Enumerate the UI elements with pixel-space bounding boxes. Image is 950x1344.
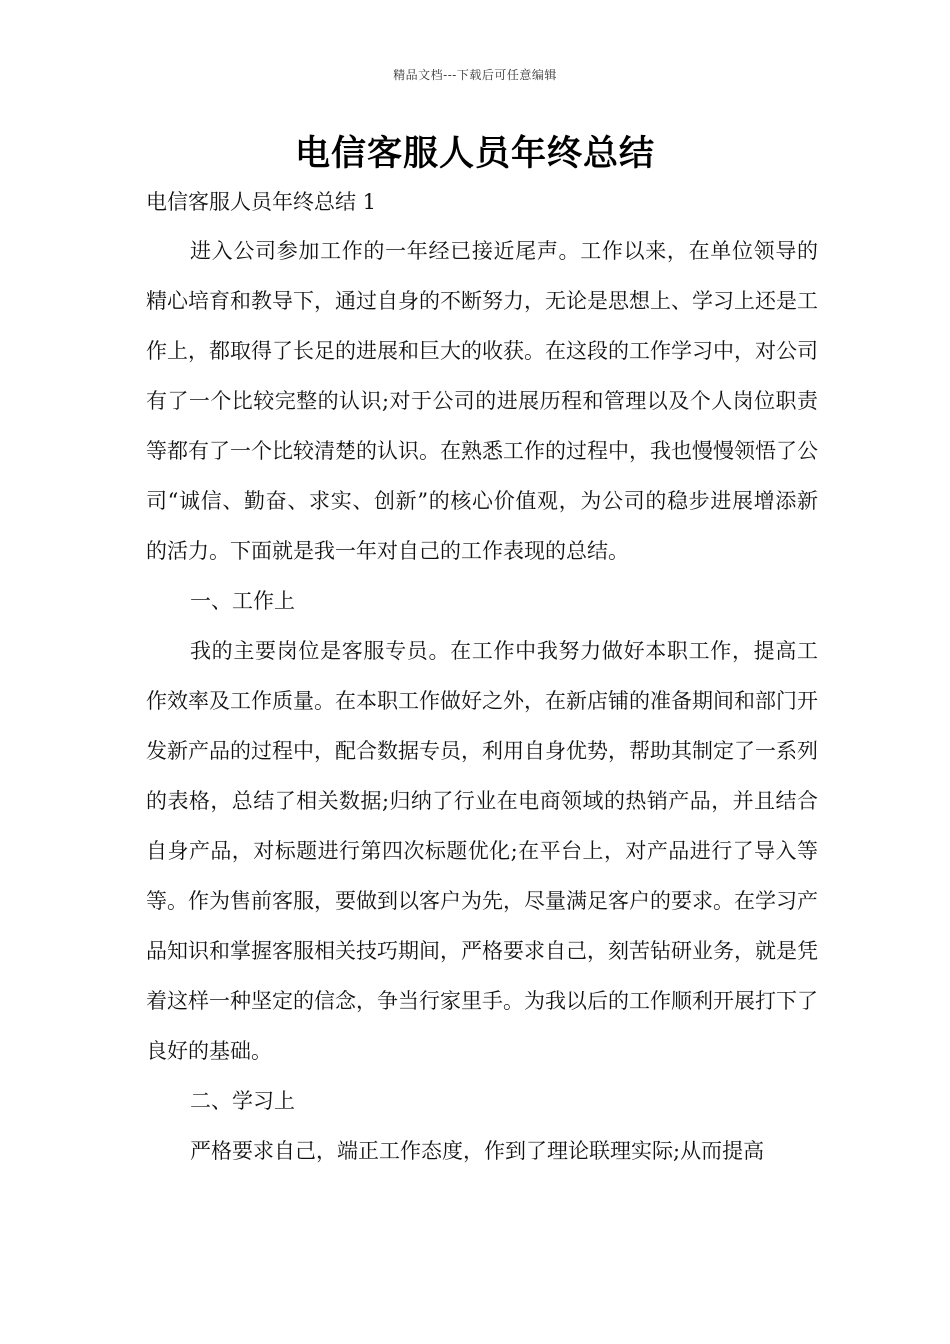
work-paragraph: 我的主要岗位是客服专员。在工作中我努力做好本职工作，提高工作效率及工作质量。在本职工作做好之外，在新店铺的准备期间和部门开发新产品的过程中，配合数据专员，利用自身优势，帮助其制定了一系列的表格，总结了相关数据;归纳了行业在电商领域的热销产品，并且结合自身产品，对标题进行第四次标题优化;在平台上，对产品进行了导入等等。作为售前客服，要做到以客户为先，尽量满足客户的要求。在学习产品知识和掌握客服相关技巧期间，严格要求自己，刻苦钻研业务，就是凭着这样一种坚定的信念，争当行家里手。为我以后的工作顺利开展打下了良好的基础。 (146, 639, 818, 1063)
document-title: 电信客服人员年终总结 (294, 134, 655, 174)
header-note: 精品文档---下载后可任意编辑 (393, 68, 557, 82)
intro-paragraph: 进入公司参加工作的一年经已接近尾声。工作以来，在单位领导的精心培育和教导下，通过自身的不断努力，无论是思想上、学习上还是工作上，都取得了长足的进展和巨大的收获。在这段的工作学习中，对公司有了一个比较完整的认识;对于公司的进展历程和管理以及个人岗位职责等都有了一个比较清楚的认识。在熟悉工作的过程中，我也慢慢领悟了公司“诚信、勤奋、求实、创新”的核心价值观，为公司的稳步进展增添新的活力。下面就是我一年对自己的工作表现的总结。 (146, 239, 818, 563)
section-heading-study: 二、学习上 (190, 1089, 295, 1113)
section-heading-work: 一、工作上 (190, 589, 295, 613)
document-subtitle: 电信客服人员年终总结 1 (146, 190, 377, 214)
document-body (146, 226, 818, 1176)
study-paragraph: 严格要求自己，端正工作态度，作到了理论联理实际;从而提高 (190, 1139, 765, 1163)
